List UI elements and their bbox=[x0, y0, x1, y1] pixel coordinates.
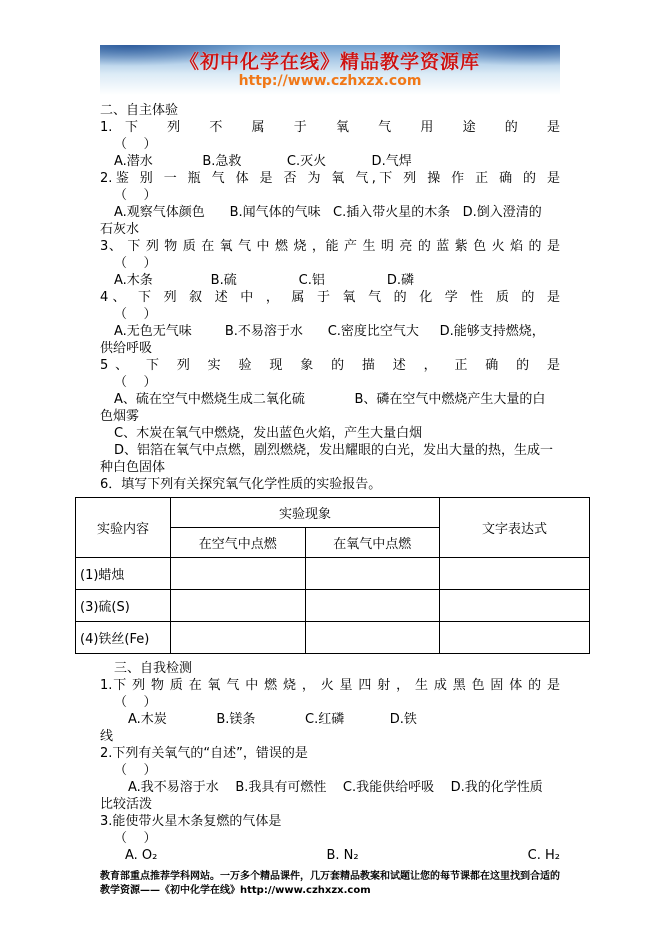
options-q5-ab: A、硫在空气中燃烧生成二氧化硫 B、磷在空气中燃烧产生大量的白 bbox=[114, 392, 546, 407]
options-q5-d: D、铝箔在氧气中点燃，剧烈燃烧，发出耀眼的白光，发出大量的热，生成一 bbox=[114, 443, 554, 458]
options-q2-continuation: 石灰水 bbox=[100, 222, 140, 237]
question-stem-t3: 3.能使带火星木条复燃的气体是 bbox=[100, 814, 282, 829]
options-q5-ab-continuation: 色烟雾 bbox=[100, 409, 140, 424]
question-stem-t2: 2.下列有关氧气的“自述”，错误的是 bbox=[100, 746, 308, 761]
options-q5-d-continuation: 种白色固体 bbox=[100, 460, 166, 475]
empty-cell-sulfur-oxygen bbox=[305, 590, 440, 622]
question-stem-q2: 2.鉴 别 一 瓶 气 体 是 否 为 氧 气,下 列 操 作 正 确 的 是 bbox=[100, 171, 560, 186]
options-t3 bbox=[100, 847, 560, 864]
answer-blank-q2: （ ） bbox=[114, 188, 157, 203]
options-q3: A.木条 B.硫 C.铝 D.磷 bbox=[114, 273, 415, 288]
answer-blank-q1: （ ） bbox=[114, 137, 157, 152]
answer-blank-t2: （ ） bbox=[114, 763, 157, 778]
question-stem-t1: 1.下 列 物 质 在 氧 气 中 燃 烧 ， 火 星 四 射 ， 生 成 黑 色 固 体 的 是 bbox=[100, 678, 560, 693]
answer-blank-t1: （ ） bbox=[114, 695, 157, 710]
table-header-word-expression: 文字表达式 bbox=[440, 498, 590, 558]
row-label-sulfur: (3)硫(S) bbox=[76, 590, 171, 622]
options-t2-continuation: 比较活泼 bbox=[100, 797, 153, 812]
table-row-iron-wire bbox=[76, 622, 590, 654]
question-stem-q4: 4、 下 列 叙 述 中 ， 属 于 氧 气 的 化 学 性 质 的 是 bbox=[100, 290, 560, 305]
empty-cell-candle-oxygen bbox=[305, 558, 440, 590]
table-row-sulfur bbox=[76, 590, 590, 622]
empty-cell-sulfur-air bbox=[171, 590, 306, 622]
options-q5-c: C、木炭在氧气中燃烧，发出蓝色火焰，产生大量白烟 bbox=[114, 426, 423, 441]
answer-blank-t3: （ ） bbox=[114, 831, 157, 846]
option-t3-hydrogen: C. H₂ bbox=[527, 848, 560, 863]
options-t1-continuation: 线 bbox=[100, 729, 114, 744]
answer-blank-q4: （ ） bbox=[114, 307, 157, 322]
section-heading-self-test: 三、自我检测 bbox=[114, 661, 193, 676]
empty-cell-iron-expression bbox=[440, 622, 590, 654]
page-footer bbox=[100, 870, 560, 897]
table-row-candle bbox=[76, 558, 590, 590]
table-header-experiment-content: 实验内容 bbox=[76, 498, 171, 558]
empty-cell-iron-oxygen bbox=[305, 622, 440, 654]
options-q4: A.无色无气味 B.不易溶于水 C.密度比空气大 D.能够支持燃烧， bbox=[114, 324, 545, 339]
empty-cell-iron-air bbox=[171, 622, 306, 654]
table-subheader-ignite-in-oxygen: 在氧气中点燃 bbox=[305, 528, 440, 558]
empty-cell-candle-expression bbox=[440, 558, 590, 590]
options-q4-continuation: 供给呼吸 bbox=[100, 341, 153, 356]
table-subheader-ignite-in-air: 在空气中点燃 bbox=[171, 528, 306, 558]
option-t3-oxygen: A. O₂ bbox=[125, 848, 158, 863]
experiment-report-table bbox=[75, 497, 590, 654]
footer-line-2: 教学资源——《初中化学在线》http://www.czhxzx.com bbox=[100, 884, 371, 896]
question-stem-q1: 1.下 列 不 属 于 氧 气 用 途 的 是 bbox=[100, 120, 560, 135]
options-q1: A.潜水 B.急救 C.灭火 D.气焊 bbox=[114, 154, 412, 169]
answer-blank-q3: （ ） bbox=[114, 256, 157, 271]
answer-blank-q5: （ ） bbox=[114, 375, 157, 390]
footer-line-1: 教育部重点推荐学科网站。一万多个精品课件，几万套精品教案和试题让您的每节课都在这里找到合适的 bbox=[100, 871, 560, 882]
banner-url: http://www.czhxzx.com bbox=[238, 72, 422, 89]
question-stem-q3: 3、 下 列 物 质 在 氧 气 中 燃 烧 ，能 产 生 明 亮 的 蓝 紫 色 火 焰 的 是 bbox=[100, 239, 560, 254]
empty-cell-sulfur-expression bbox=[440, 590, 590, 622]
options-t1: A.木炭 B.镁条 C.红磷 D.铁 bbox=[128, 712, 417, 727]
table-header-experiment-phenomenon: 实验现象 bbox=[171, 498, 440, 528]
question-q6-instruction: 6．填写下列有关探究氧气化学性质的实验报告。 bbox=[100, 477, 382, 492]
banner-title: 《初中化学在线》精品教学资源库 bbox=[179, 50, 480, 73]
section-heading-self-experience: 二、自主体验 bbox=[100, 103, 179, 118]
empty-cell-candle-air bbox=[171, 558, 306, 590]
options-q2: A.观察气体颜色 B.闻气体的气味 C.插入带火星的木条 D.倒入澄清的 bbox=[114, 205, 542, 220]
row-label-candle: (1)蜡烛 bbox=[76, 558, 171, 590]
option-t3-nitrogen: B. N₂ bbox=[326, 848, 359, 863]
question-stem-q5: 5、 下 列 实 验 现 象 的 描 述 ， 正 确 的 是 bbox=[100, 358, 560, 373]
site-banner bbox=[100, 45, 560, 95]
row-label-iron-wire: (4)铁丝(Fe) bbox=[76, 622, 171, 654]
options-t2: A.我不易溶于水 B.我具有可燃性 C.我能供给呼吸 D.我的化学性质 bbox=[128, 780, 543, 795]
